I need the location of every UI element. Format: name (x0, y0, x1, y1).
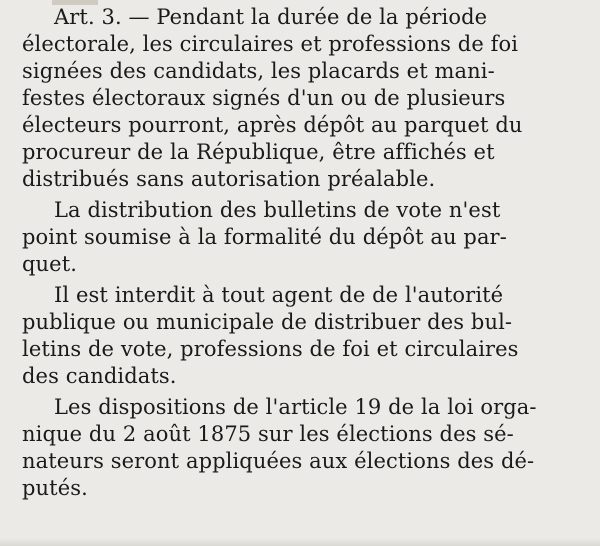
text-line: électeurs pourront, après dépôt au parquet du (22, 113, 523, 137)
text-line: festes électoraux signés d'un ou de plusieurs (22, 86, 506, 110)
text-line: La distribution des bulletins de vote n'est (54, 198, 501, 222)
text-line: putés. (22, 476, 88, 500)
paragraph-3 (22, 282, 582, 390)
text-line: signées des candidats, les placards et mani- (22, 59, 495, 83)
paragraph-1 (22, 4, 582, 193)
text-line: nique du 2 août 1875 sur les élections des sé- (22, 422, 514, 446)
text-line: Les dispositions de l'article 19 de la loi orga- (54, 395, 537, 419)
paragraph-4 (22, 394, 582, 502)
text-line: publique ou municipale de distribuer des bul- (22, 310, 513, 334)
text-line: procureur de la République, être affichés et (22, 140, 495, 164)
article-text (22, 4, 582, 502)
text-line: point soumise à la formalité du dépôt au par- (22, 225, 507, 249)
text-line: Il est interdit à tout agent de de l'autorité (54, 283, 504, 307)
text-line: électorale, les circulaires et professions de foi (22, 32, 519, 56)
text-line: letins de vote, professions de foi et circulaires (22, 337, 519, 361)
paragraph-2 (22, 197, 582, 278)
text-line: quet. (22, 252, 78, 276)
text-line: des candidats. (22, 364, 177, 388)
text-line: nateurs seront appliquées aux élections des dé- (22, 449, 535, 473)
text-line: Art. 3. — Pendant la durée de la période (54, 5, 488, 29)
clipping-edge (0, 538, 600, 546)
text-line: distribués sans autorisation préalable. (22, 167, 436, 191)
